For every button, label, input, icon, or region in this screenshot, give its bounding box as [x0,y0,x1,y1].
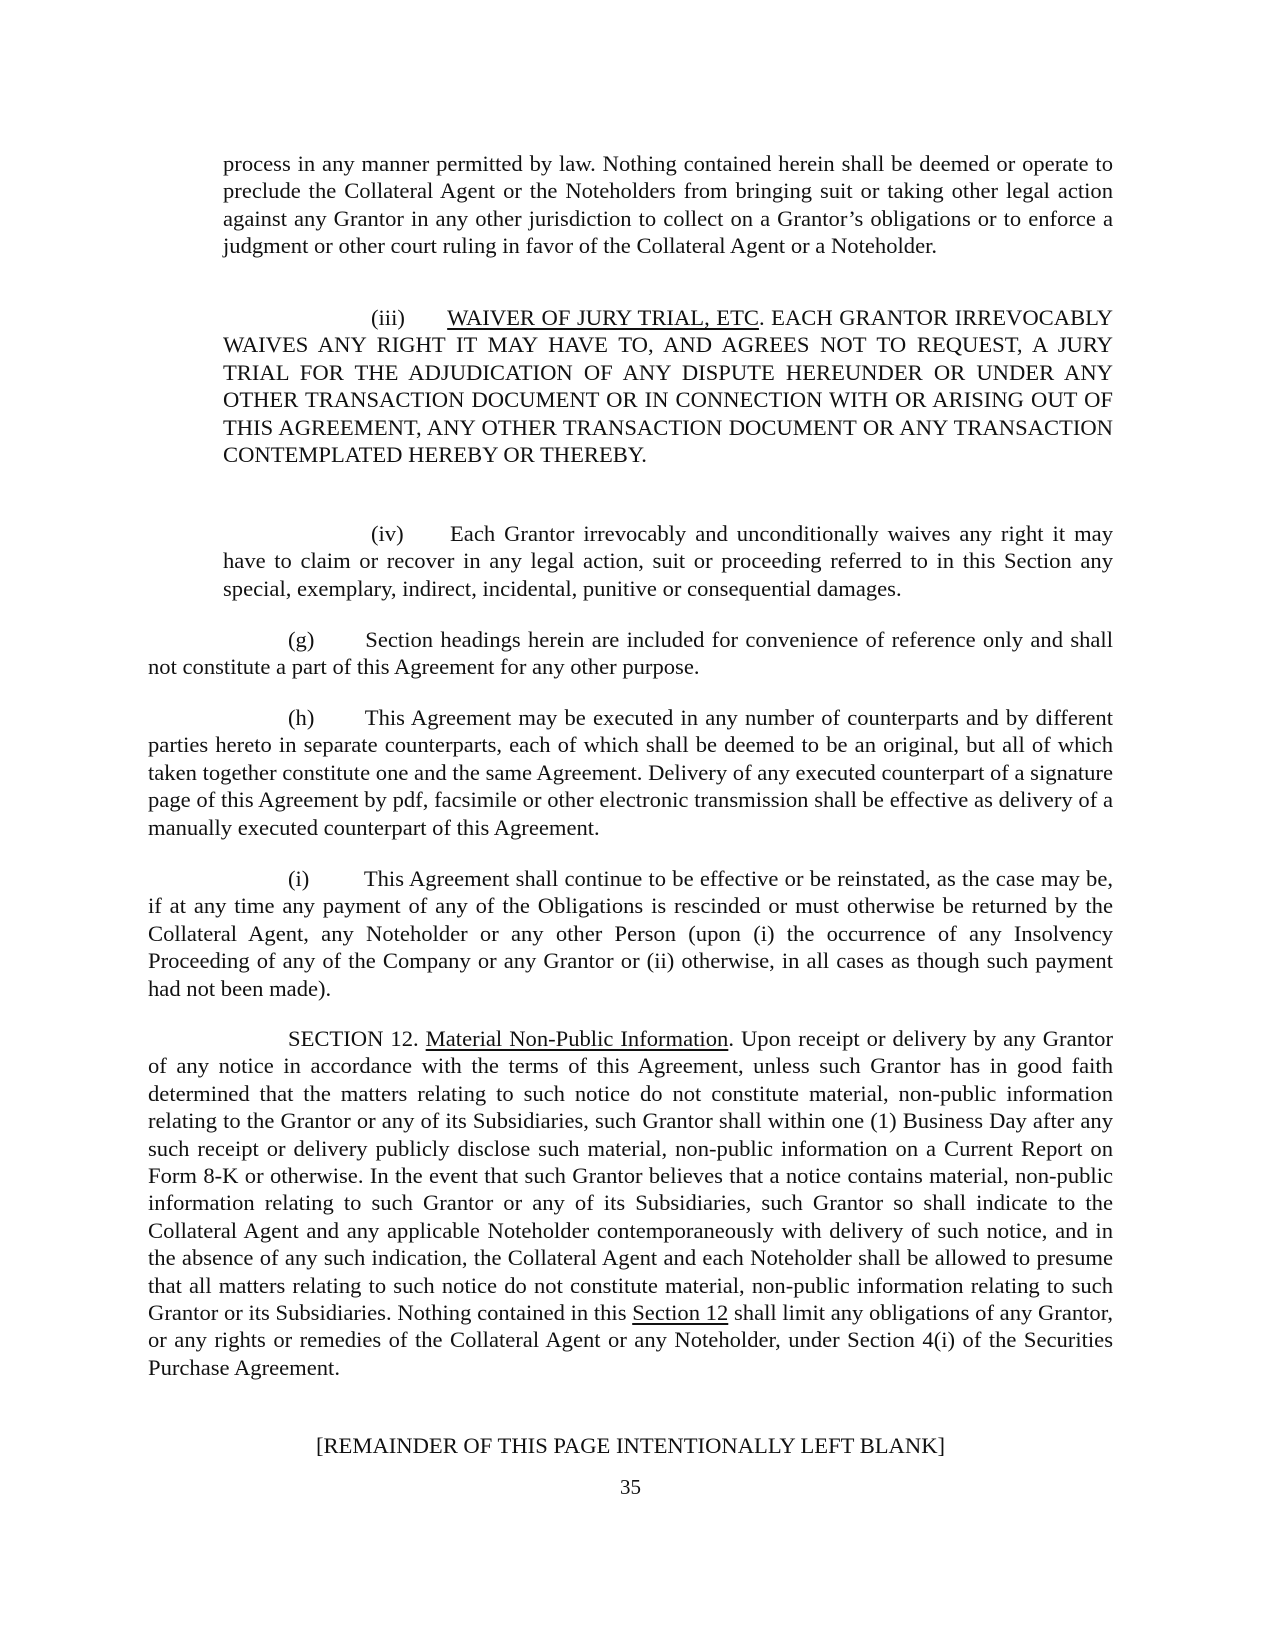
clause-iv-marker: (iv) [371,521,404,546]
section-12-text-1: Upon receipt or delivery by any Grantor of any notice in accordance with the terms of this Agreement, unless such Grantor has in good faith determined that the matters relating to such notice do not constitute material, non-public information relating to the Grantor or any of its Subsidiaries, such Grantor shall within one (1) Business Day after any such receipt or delivery publicly disclose such material, non-public information on a Current Report on Form 8-K or otherwise. In the event that such Grantor believes that a notice contains material, non-public information relating to such Grantor or any of its Subsidiaries, such Grantor so shall indicate to the Collateral Agent and any applicable Noteholder contemporaneously with delivery of such notice, and in the absence of any such indication, the Collateral Agent and each Noteholder shall be allowed to presume that all matters relating to such notice do not constitute material, non-public information relating to such Grantor or its Subsidiaries. Nothing contained in this [148,1026,1114,1326]
paragraph-continuation [223,150,1113,260]
section-12-heading-period: . [728,1026,734,1051]
clause-h-marker: (h) [288,705,315,730]
clause-iii-heading-period: . [758,305,765,330]
clause-g [148,626,1113,681]
clause-i [148,865,1113,1002]
section-12 [148,1025,1113,1381]
blank-page-notice: [REMAINDER OF THIS PAGE INTENTIONALLY LEFT BLANK] [315,1433,946,1458]
clause-h [148,704,1113,841]
clause-iv [223,520,1113,602]
clause-i-text: This Agreement shall continue to be effective or be reinstated, as the case may be, if at any time any payment of any of the Obligations is rescinded or must otherwise be returned by the Collateral Agent, any Noteholder or any other Person (upon (i) the occurrence of any Insolvency Proceeding of any of the Company or any Grantor or (ii) otherwise, in all cases as though such payment had not been made). [148,866,1113,1001]
page-number: 35 [620,1475,641,1499]
clause-iii [223,304,1113,468]
paragraph-continuation-text: process in any manner permitted by law. Nothing contained herein shall be deemed or operate to preclude the Collateral Agent or the Noteholders from bringing suit or taking other legal action against any Grantor in any other jurisdiction to collect on a Grantor’s obligations or to enforce a judgment or other court ruling in favor of the Collateral Agent or a Noteholder. [223,151,1113,259]
clause-g-text: Section headings herein are included for convenience of reference only and shall not constitute a part of this Agreement for any other purpose. [148,627,1113,680]
clause-h-text: This Agreement may be executed in any number of counterparts and by different parties hereto in separate counterparts, each of which shall be deemed to be an original, but all of which taken together constitute one and the same Agreement. Delivery of any executed counterpart of a signature page of this Agreement by pdf, facsimile or other electronic transmission shall be effective as delivery of a manually executed counterpart of this Agreement. [148,705,1113,840]
clause-g-marker: (g) [288,627,315,652]
section-12-label: SECTION 12. [288,1026,419,1051]
clause-iii-marker: (iii) [371,305,405,330]
clause-iii-heading: WAIVER OF JURY TRIAL, ETC [447,305,759,330]
section-12-heading: Material Non-Public Information [425,1026,729,1051]
section-12-text-2: shall limit any obligations of any Grantor, or any rights or remedies of the Collateral Agent or any Noteholder, under Section 4(i) of the Securities Purchase Agreement. [148,1300,1113,1380]
clause-i-marker: (i) [288,866,310,891]
clause-iv-text: Each Grantor irrevocably and unconditionally waives any right it may have to claim or recover in any legal action, suit or proceeding referred to in this Section any special, exemplary, indirect, incidental, punitive or consequential damages. [223,521,1113,601]
section-12-reference: Section 12 [632,1300,729,1326]
clause-iii-text: EACH GRANTOR IRREVOCABLY WAIVES ANY RIGHT IT MAY HAVE TO, AND AGREES NOT TO REQUEST, A JURY TRIAL FOR THE ADJUDICATION OF ANY DISPUTE HEREUNDER OR UNDER ANY OTHER TRANSACTION DOCUMENT OR IN CONNECTION WITH OR ARISING OUT OF THIS AGREEMENT, ANY OTHER TRANSACTION DOCUMENT OR ANY TRANSACTION CONTEMPLATED HEREBY OR THEREBY. [223,305,1113,468]
